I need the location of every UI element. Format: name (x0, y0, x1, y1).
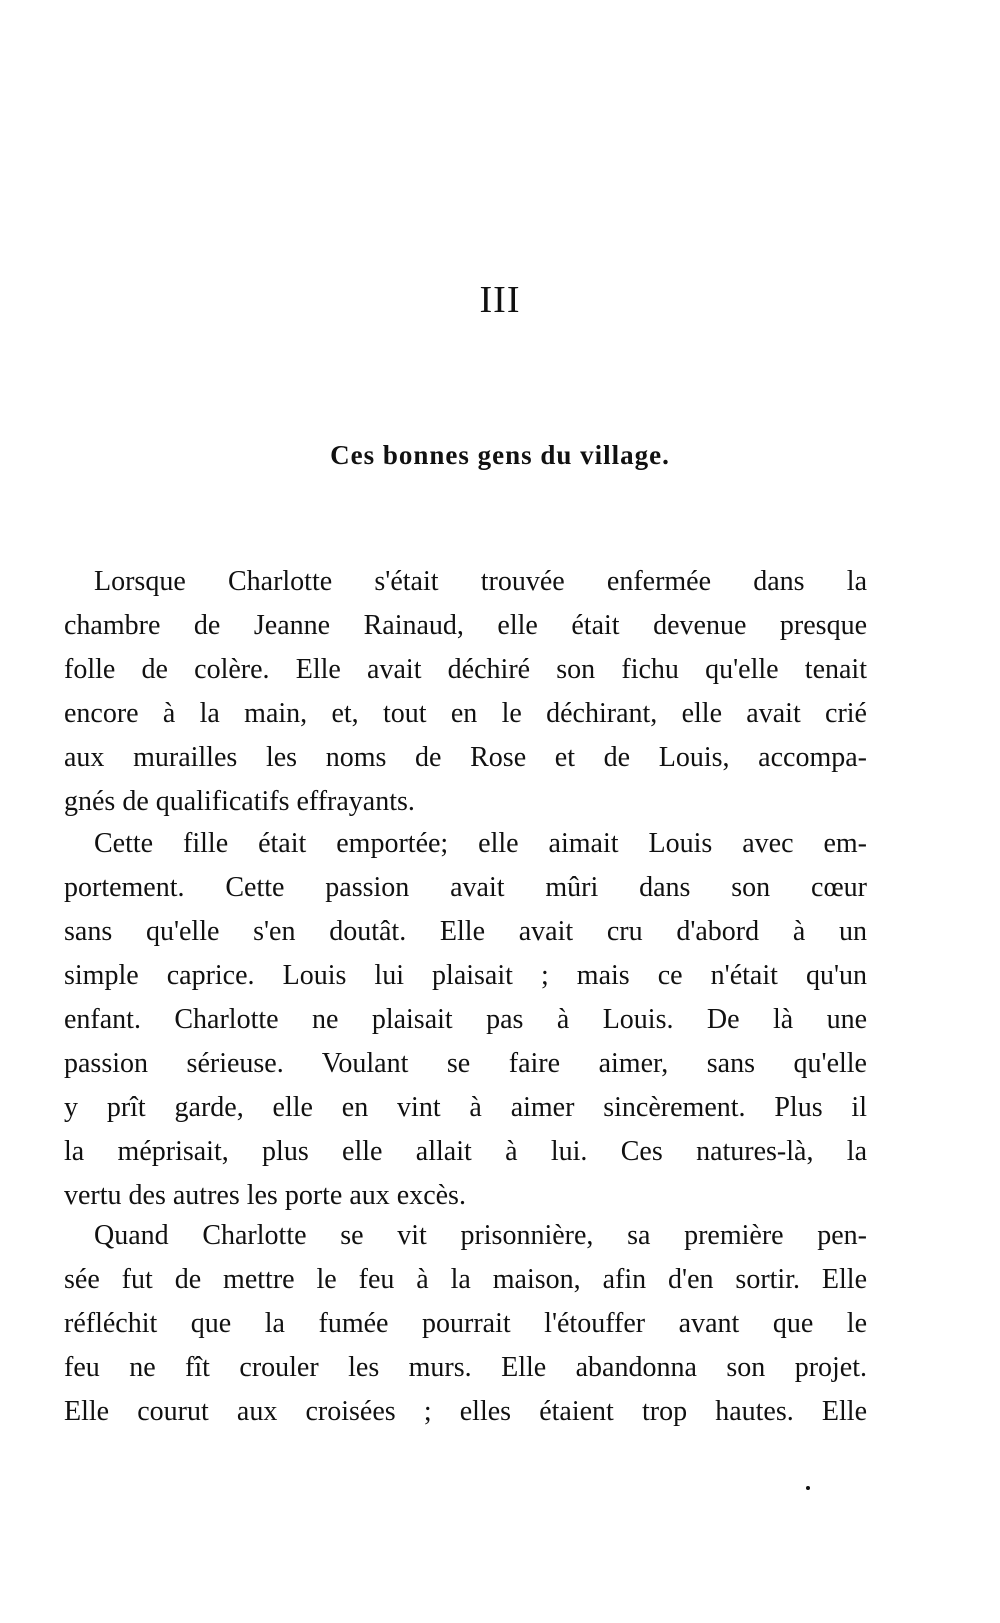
text-line: simple caprice. Louis lui plaisait ; mais ce n'était qu'un (64, 960, 867, 991)
text-line: réfléchit que la fumée pourrait l'étouffer avant que le (64, 1308, 867, 1339)
text-line: feu ne fît crouler les murs. Elle abandonna son projet. (64, 1352, 867, 1383)
text-line: enfant. Charlotte ne plaisait pas à Louis. De là une (64, 1004, 867, 1035)
text-line: passion sérieuse. Voulant se faire aimer, sans qu'elle (64, 1048, 867, 1079)
text-line: chambre de Jeanne Rainaud, elle était devenue presque (64, 610, 867, 641)
text-line: sans qu'elle s'en doutât. Elle avait cru d'abord à un (64, 916, 867, 947)
text-line: aux murailles les noms de Rose et de Louis, accompa- (64, 742, 867, 773)
text-line: gnés de qualificatifs effrayants. (64, 786, 415, 817)
chapter-number: III (479, 279, 521, 321)
text-line: sée fut de mettre le feu à la maison, afin d'en sortir. Elle (64, 1264, 867, 1295)
text-line: Lorsque Charlotte s'était trouvée enfermée dans la (94, 566, 867, 597)
text-line: y prît garde, elle en vint à aimer sincèrement. Plus il (64, 1092, 867, 1123)
text-line: portement. Cette passion avait mûri dans son cœur (64, 872, 867, 903)
text-line: Elle courut aux croisées ; elles étaient trop hautes. Elle (64, 1396, 867, 1427)
text-line: Quand Charlotte se vit prisonnière, sa première pen- (94, 1220, 867, 1251)
text-line: vertu des autres les porte aux excès. (64, 1180, 466, 1211)
text-line: folle de colère. Elle avait déchiré son fichu qu'elle tenait (64, 654, 867, 685)
paragraph-1 (64, 560, 867, 824)
paragraph-2 (64, 822, 867, 1218)
ink-dot (806, 1486, 810, 1490)
text-line: la méprisait, plus elle allait à lui. Ces natures-là, la (64, 1136, 867, 1167)
text-line: encore à la main, et, tout en le déchirant, elle avait crié (64, 698, 867, 729)
paragraph-3 (64, 1214, 867, 1434)
chapter-title: Ces bonnes gens du village. (330, 440, 670, 470)
text-line: Cette fille était emportée; elle aimait Louis avec em- (94, 828, 867, 859)
